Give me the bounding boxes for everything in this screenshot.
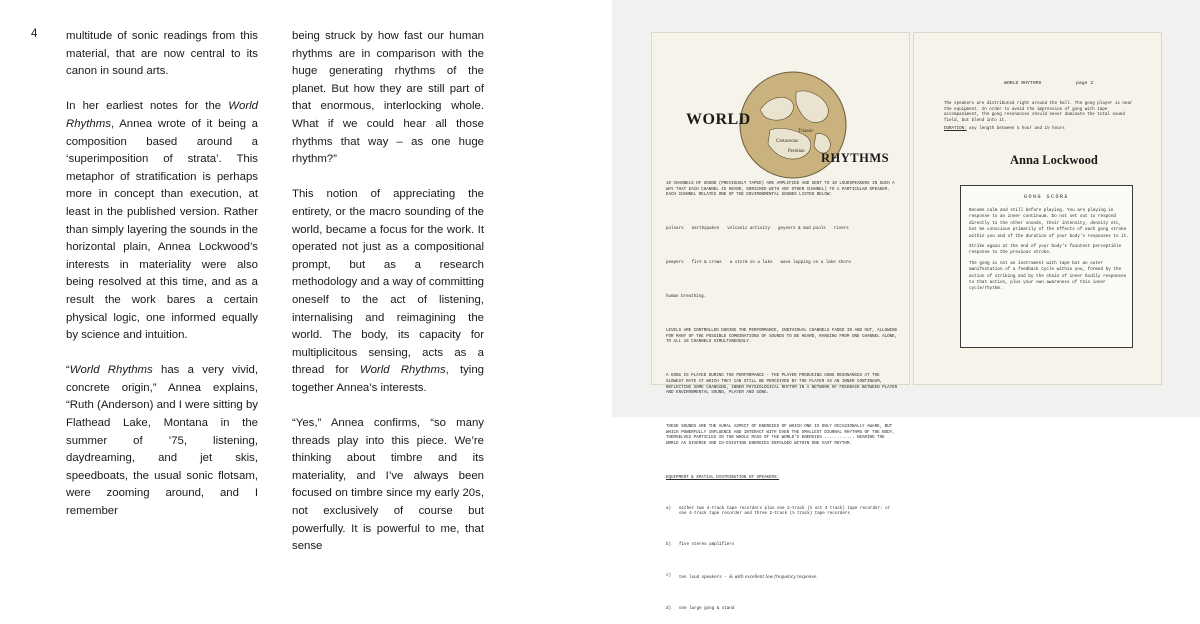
- page-header: WORLD RHYTHMS: [1004, 81, 1042, 86]
- text-column-right: [292, 28, 484, 556]
- gong-score-line: Become calm and still before playing. You are playing in response to an inner continuum. Do not set out to respond directly to the other sounds, their intensity, density etc, but be conscious primarily of the effects of each gong stroke within you and of the duration of your body's responses to it.: [969, 208, 1129, 239]
- paragraph: In her earliest notes for the World Rhythms, Annea wrote of it being a composition based around a ‘superimposition of strata’. This metaphor of stratification is perhaps more in concept than execution, at least in the published version. Rather than simply layering the sounds in the horizontal plain, Annea Lockwood’s interests in materiality were also being resolved at this time, and as a result the work bares a certain physical logic, one informed equally by science and intuition.: [66, 100, 258, 342]
- handwritten-note: & with excellent low frequency response.: [729, 574, 818, 580]
- score-page-1: [652, 33, 909, 612]
- equipment-item: d) one large gong & stand: [666, 607, 735, 612]
- work-title: World Rhythms: [69, 364, 153, 377]
- globe-label: Triassic: [798, 129, 814, 134]
- score-photo-spread: [612, 0, 1200, 612]
- gong-score-text: [969, 208, 1129, 293]
- score-title-right: RHYTHMS: [821, 151, 890, 165]
- paragraph: “Yes,” Annea confirms, “so many threads play into this piece. We’re thinking about timbre and its materiality, and I’ve always been focused on timbre since my early 20s, not exclusively of course but powerfully. It is powerful to me, that sense: [292, 417, 484, 553]
- globe-label: Cretaceous: [776, 139, 799, 144]
- sound-list-row: human breathing.: [666, 295, 707, 300]
- equipment-item: c) ten loud speakers - & with excellent low frequency response.: [666, 574, 818, 581]
- page-label: page 2: [1076, 81, 1094, 86]
- gong-score-line: The gong is not an instrument with tape but an outer manifestation of a feedback cycle within you, formed by the action of striking and by the chain of inner bodily responses to that action, plus your own awareness of this inner cycle/rhythm.: [969, 260, 1127, 292]
- paragraph: “World Rhythms has a very vivid, concrete origin,” Annea explains, “Ruth (Anderson) and I were sitting by Flathead Lake, Montana in the summer of ’75, listening, daydreaming, and jet skis, speedboats, the usual sonic flotsam, were zooming around, and I remember: [66, 364, 258, 518]
- text-column-left: [66, 28, 258, 521]
- duration: DURATION: any length between ¼ hour and 1½ hours: [944, 127, 1065, 131]
- gong-score-line: Strike again at the end of your body's faintest perceptible response to the previous stroke.: [969, 244, 1122, 256]
- work-title: World Rhythms: [66, 100, 258, 130]
- score-instructions: [666, 171, 898, 624]
- page-number: 4: [31, 28, 38, 40]
- equipment-item: b) five stereo amplifiers: [666, 543, 735, 548]
- score-title-left: WORLD: [686, 111, 751, 128]
- sound-list-row: pulsars earthquakes volcanic activity geysers & mud pools rivers: [666, 227, 849, 232]
- gong-score-title: GONG SCORE: [1023, 194, 1069, 200]
- gong-score-box: [960, 185, 1133, 348]
- work-title: World Rhythms: [359, 364, 446, 377]
- equipment-heading: EQUIPMENT & SPATIAL DISTRIBUTION OF SPEAKERS:: [666, 475, 780, 480]
- composer-name: Anna Lockwood: [1010, 153, 1098, 167]
- equipment-item: a) either two 4-track tape recorders plus one 2-track (½ oct 4 track) tape recorder: or one 4-track tape recorder and three 2-track (½ track) tape recorders: [666, 506, 893, 517]
- score-page-2: [914, 33, 1161, 384]
- score-levels: LEVELS ARE CONTROLLED DURING THE PERFORMANCE, INDIVIDUAL CHANNELS FADED IN AND OUT, ALLOWING FOR MANY OF THE POSSIBLE COMBINATIONS OF SOUNDS TO BE HEARD, RANGING FROM ONE CHANNEL ALONE, TO ALL 10 CHANNELS SIMULTANEOUSLY.: [666, 329, 900, 345]
- globe-label: Permian: [788, 149, 805, 154]
- score-gong: A GONG IS PLAYED DURING THE PERFORMANCE - THE PLAYER PRODUCING GONG RESONANCES AT THE SLOWEST RATE AT WHICH THEY CAN STILL BE PERCEIVED BY THE PLAYER AS AN INNER CONTINUUM, REFLECTING SOME CHANGING, INNER PHYSIOLOGICAL RHYTHM IN A NETWORK OF FEEDBACK BETWEEN PLAYER AND ENVIRONMENTAL SOUND, PLAYER AND GONG.: [666, 374, 900, 396]
- paragraph: being struck by how fast our human rhythms are in comparison with the huge generating rhythms of the planet. But how they are still part of that enormous, interlocking whole. What if we could hear all those rhythms that way – as one huge rhythm?”: [292, 30, 484, 166]
- score-intro: 10 CHANNELS OF SOUND (PREVIOUSLY TAPED) ARE AMPLIFIED AND SENT TO 10 LOUDSPEAKERS IN SUCH A WAY THAT EACH CHANNEL IS HEARD, ENRICHED WITH ANY OTHER CHANNEL) TO A PARTICULAR SPEAKER. EACH CHANNEL RELATES ONE OF THE ENVIRONMENTAL SOUNDS LISTED BELOW:: [666, 182, 898, 198]
- paragraph: multitude of sonic readings from this material, that are now central to its canon in sound arts.: [66, 30, 258, 78]
- paragraph: This notion of appreciating the entirety, or the macro sounding of the world, became a focus for the work. It operated not just as a compositional prompt, but as a research methodology and a way of committing oneself to the act of listening, internalising and reimagining the world. The body, its capacity for multiplicitous sensing, acts as a thread for World Rhythms, tying together Annea’s interests.: [292, 188, 485, 394]
- score-energies: THESE SOUNDS ARE THE AURAL ASPECT OF ENERGIES OF WHICH ONE IS ONLY OCCASIONALLY AWARE, BUT WHICH POWERFULLY INFLUENCE AND INTERACT WITH EVEN THE SMALLEST DIURNAL RHYTHMS OF THE BODY, THEMSELVES PARTICLES IN THE WHOLE MASS OF THE WORLD'S ENERGIES ............ HEARING THE WORLD AS DIVERSE AND CO-EXISTING ENERGIES ENFOLDED WITHIN ONE VAST RHYTHM.: [666, 425, 898, 446]
- speaker-instructions: The speakers are distributed right around the hall. The gong player is near the equipment. In order to avoid the impression of gong with tape accompaniment, the gong resonances should never dominate the total sound field, but blend into it.: [944, 102, 1133, 123]
- sound-list-row: peepers fire & crows a storm on a lake wave lapping on a lake shore: [666, 261, 851, 266]
